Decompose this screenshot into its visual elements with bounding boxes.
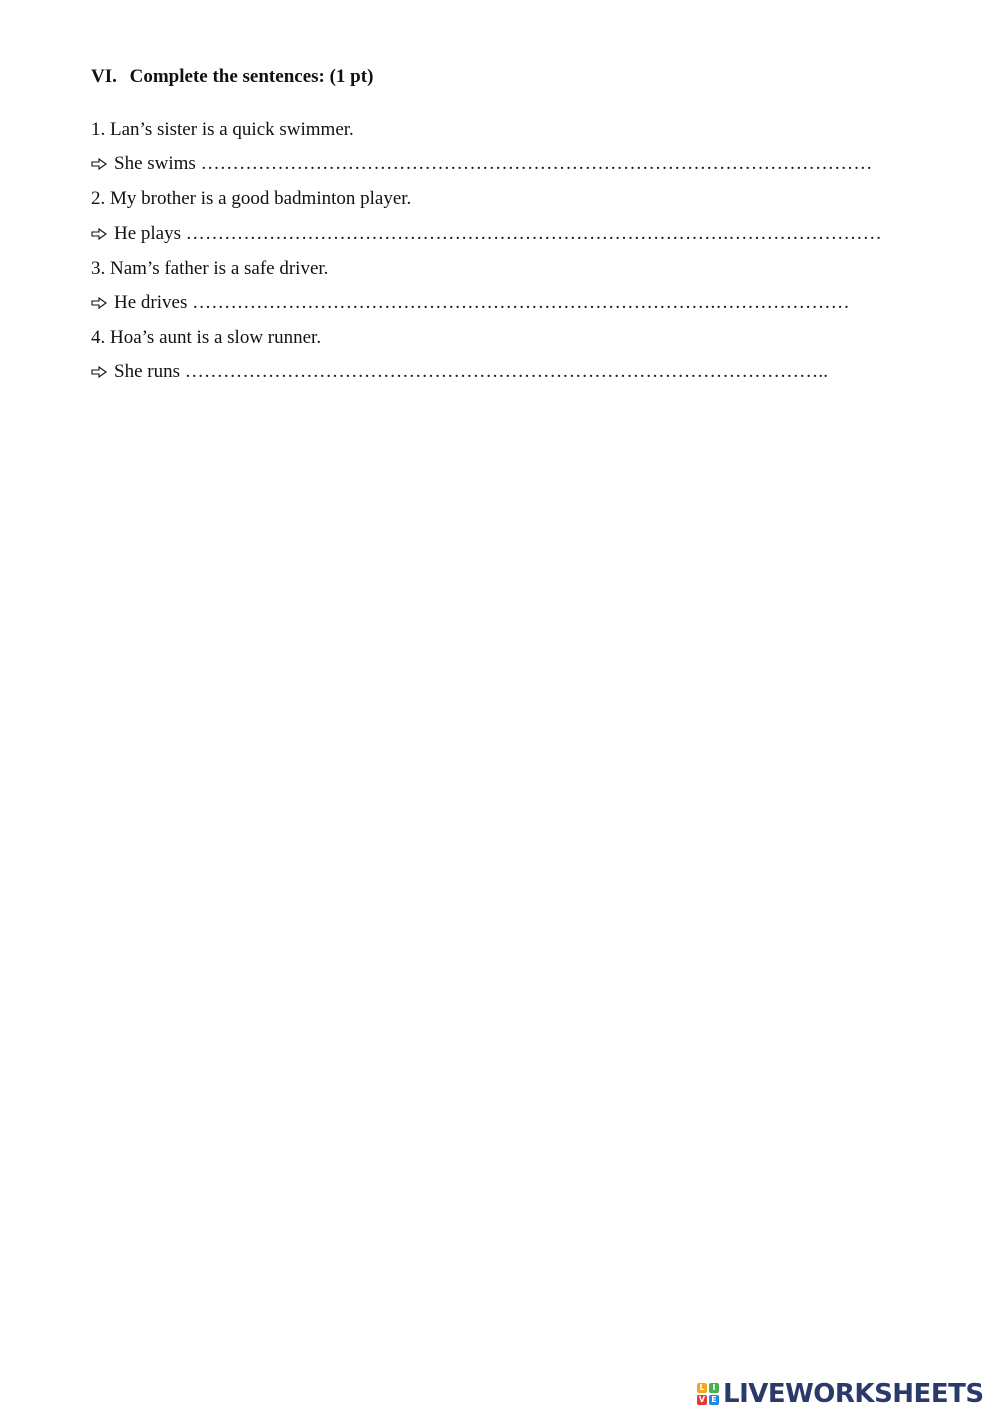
section-title: Complete the sentences: (1 pt) (129, 66, 374, 87)
logo-mark-icon (697, 1383, 719, 1405)
prompt-2: 2. My brother is a good badminton player. (91, 188, 412, 209)
answer-start: She runs (114, 361, 180, 382)
answer-blank[interactable]: …………………………………………………………………………………………… (200, 153, 873, 174)
section-number: VI. (91, 66, 117, 87)
answer-blank[interactable]: ………………………………………………………………………….…………………… (185, 223, 882, 244)
prompt-3: 3. Nam’s father is a safe driver. (91, 258, 329, 279)
arrow-icon (91, 366, 107, 378)
liveworksheets-logo (697, 1379, 984, 1409)
answer-line-3 (91, 291, 850, 315)
prompt-1: 1. Lan’s sister is a quick swimmer. (91, 119, 354, 140)
arrow-icon (91, 158, 107, 170)
logo-text: LIVEWORKSHEETS (723, 1379, 984, 1409)
answer-start: He drives (114, 292, 188, 313)
answer-start: She swims (114, 153, 196, 174)
answer-blank[interactable]: ……………………………………………………………………….………………… (192, 292, 850, 313)
logo-tile-e: E (709, 1395, 719, 1405)
arrow-icon (91, 297, 107, 309)
logo-tile-l: L (697, 1383, 707, 1393)
answer-line-1 (91, 152, 873, 176)
worksheet-heading (91, 66, 373, 88)
answer-blank[interactable]: ……………………………………………………………………………………….. (184, 361, 829, 382)
answer-line-2 (91, 222, 882, 246)
answer-start: He plays (114, 223, 182, 244)
logo-tile-v: V (698, 1395, 706, 1404)
answer-line-4 (91, 360, 828, 384)
logo-tile-i: I (709, 1383, 719, 1393)
arrow-icon (91, 228, 107, 240)
prompt-4: 4. Hoa’s aunt is a slow runner. (91, 327, 322, 348)
